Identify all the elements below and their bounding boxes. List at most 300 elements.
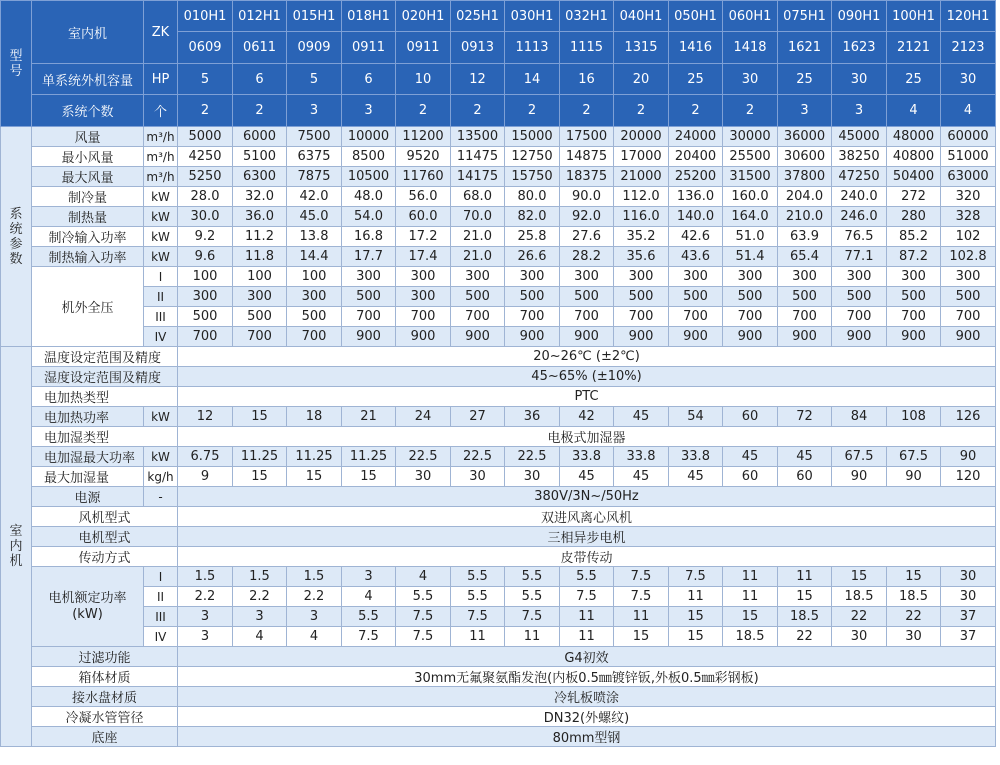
value-cell: 300 [887, 267, 941, 287]
value-cell: 17.7 [342, 247, 396, 267]
header-row-capacity [1, 64, 996, 95]
value-cell: 112.0 [614, 187, 669, 207]
value-cell: 50400 [887, 167, 941, 187]
value-cell: 700 [178, 327, 233, 347]
value-cell: 5.5 [342, 607, 396, 627]
model-header-cell: 020H1 [396, 1, 451, 32]
systems-value-cell: 2 [669, 95, 723, 127]
value-cell: 5.5 [451, 567, 505, 587]
value-cell: 24000 [669, 127, 723, 147]
value-cell: 28.0 [178, 187, 233, 207]
systems-value-cell: 2 [451, 95, 505, 127]
value-cell: 22.5 [396, 447, 451, 467]
model-header-cell: 090H1 [832, 1, 887, 32]
row-unit: kW [144, 247, 178, 267]
motor-power-row [1, 587, 996, 607]
value-cell: 900 [669, 327, 723, 347]
row-label: 底座 [32, 727, 178, 747]
value-cell: 700 [505, 307, 560, 327]
capacity-value-cell: 25 [669, 64, 723, 95]
row-label: 接水盘材质 [32, 687, 178, 707]
value-cell: 10500 [342, 167, 396, 187]
value-cell: 18.5 [778, 607, 832, 627]
systems-value-cell: 4 [941, 95, 996, 127]
pressure-row [1, 327, 996, 347]
value-cell: 4 [396, 567, 451, 587]
value-cell: 13.8 [287, 227, 342, 247]
row-label: 风机型式 [32, 507, 178, 527]
power-supply-row [1, 487, 996, 507]
zk-header: ZK [144, 1, 178, 64]
row-label: 过滤功能 [32, 647, 178, 667]
value-cell: 15 [287, 467, 342, 487]
row-label: 电机型式 [32, 527, 178, 547]
value-cell: 30 [832, 627, 887, 647]
value-cell: 900 [614, 327, 669, 347]
value-cell: 15 [669, 627, 723, 647]
value-cell: 12 [178, 407, 233, 427]
value-cell: 63000 [941, 167, 996, 187]
value-cell: 45 [723, 447, 778, 467]
model-code-cell: 1416 [669, 32, 723, 64]
header-row-models [1, 1, 996, 32]
value-cell: 3 [342, 567, 396, 587]
value-cell: 70.0 [451, 207, 505, 227]
row-unit: kg/h [144, 467, 178, 487]
value-cell: 15 [233, 407, 287, 427]
value-cell: 37800 [778, 167, 832, 187]
value-cell: 1.5 [178, 567, 233, 587]
value-cell: 15000 [505, 127, 560, 147]
motor-power-level: II [144, 587, 178, 607]
value-cell: 22 [832, 607, 887, 627]
capacity-value-cell: 5 [287, 64, 342, 95]
span-value: 电极式加湿器 [178, 427, 996, 447]
value-cell: 22.5 [451, 447, 505, 467]
value-cell: 11.25 [233, 447, 287, 467]
value-cell: 15 [832, 567, 887, 587]
value-cell: 22 [887, 607, 941, 627]
model-header-cell: 025H1 [451, 1, 505, 32]
value-cell: 15 [233, 467, 287, 487]
value-cell: 300 [560, 267, 614, 287]
value-cell: 90 [941, 447, 996, 467]
model-header-cell: 012H1 [233, 1, 287, 32]
pressure-level: II [144, 287, 178, 307]
row-label: 制热输入功率 [32, 247, 144, 267]
value-cell: 11475 [451, 147, 505, 167]
value-cell: 42 [560, 407, 614, 427]
value-cell: 56.0 [396, 187, 451, 207]
value-cell: 11 [723, 587, 778, 607]
value-cell: 700 [560, 307, 614, 327]
value-cell: 17.4 [396, 247, 451, 267]
value-cell: 18.5 [887, 587, 941, 607]
value-cell: 900 [941, 327, 996, 347]
systems-value-cell: 2 [560, 95, 614, 127]
value-cell: 204.0 [778, 187, 832, 207]
value-cell: 11.2 [233, 227, 287, 247]
value-cell: 7.5 [342, 627, 396, 647]
value-cell: 102 [941, 227, 996, 247]
systems-unit: 个 [144, 95, 178, 127]
system-params-group-label: 系统参数 [1, 127, 32, 347]
value-cell: 11 [505, 627, 560, 647]
row-unit: m³/h [144, 167, 178, 187]
motor-power-level: III [144, 607, 178, 627]
motor-power-level: IV [144, 627, 178, 647]
value-cell: 7.5 [614, 567, 669, 587]
temperature-row [1, 347, 996, 367]
value-cell: 36 [505, 407, 560, 427]
value-cell: 82.0 [505, 207, 560, 227]
value-cell: 11.25 [287, 447, 342, 467]
system-param-row [1, 127, 996, 147]
value-cell: 33.8 [614, 447, 669, 467]
value-cell: 2.2 [287, 587, 342, 607]
value-cell: 45 [614, 467, 669, 487]
value-cell: 27 [451, 407, 505, 427]
value-cell: 5.5 [396, 587, 451, 607]
model-header-cell: 075H1 [778, 1, 832, 32]
value-cell: 30 [887, 627, 941, 647]
value-cell: 116.0 [614, 207, 669, 227]
value-cell: 18 [287, 407, 342, 427]
value-cell: 700 [614, 307, 669, 327]
model-header-cell: 018H1 [342, 1, 396, 32]
row-label: 湿度设定范围及精度 [32, 367, 178, 387]
value-cell: 1.5 [233, 567, 287, 587]
value-cell: 3 [287, 607, 342, 627]
value-cell: 11 [451, 627, 505, 647]
span-value: G4初效 [178, 647, 996, 667]
value-cell: 47250 [832, 167, 887, 187]
capacity-value-cell: 12 [451, 64, 505, 95]
value-cell: 5.5 [451, 587, 505, 607]
value-cell: 210.0 [778, 207, 832, 227]
value-cell: 700 [887, 307, 941, 327]
value-cell: 36.0 [233, 207, 287, 227]
value-cell: 700 [778, 307, 832, 327]
value-cell: 30 [941, 587, 996, 607]
value-cell: 102.8 [941, 247, 996, 267]
value-cell: 5.5 [505, 567, 560, 587]
row-label: 电源 [32, 487, 144, 507]
value-cell: 700 [832, 307, 887, 327]
systems-value-cell: 3 [287, 95, 342, 127]
motor-type-row [1, 527, 996, 547]
value-cell: 700 [669, 307, 723, 327]
value-cell: 11 [560, 607, 614, 627]
value-cell: 164.0 [723, 207, 778, 227]
pressure-level: IV [144, 327, 178, 347]
row-unit: - [144, 487, 178, 507]
value-cell: 11 [778, 567, 832, 587]
value-cell: 300 [178, 287, 233, 307]
value-cell: 30 [451, 467, 505, 487]
value-cell: 5.5 [505, 587, 560, 607]
value-cell: 67.5 [832, 447, 887, 467]
value-cell: 30.0 [178, 207, 233, 227]
value-cell: 300 [287, 287, 342, 307]
model-header-cell: 100H1 [887, 1, 941, 32]
value-cell: 328 [941, 207, 996, 227]
value-cell: 14.4 [287, 247, 342, 267]
value-cell: 30 [396, 467, 451, 487]
value-cell: 27.6 [560, 227, 614, 247]
value-cell: 700 [723, 307, 778, 327]
value-cell: 15 [887, 567, 941, 587]
value-cell: 20000 [614, 127, 669, 147]
value-cell: 85.2 [887, 227, 941, 247]
value-cell: 300 [396, 287, 451, 307]
pipe-diameter-row [1, 707, 996, 727]
motor-power-unit: (kW) [72, 606, 103, 622]
motor-power-row [1, 567, 996, 587]
value-cell: 54.0 [342, 207, 396, 227]
span-value: 45~65% (±10%) [178, 367, 996, 387]
heater-type-row [1, 387, 996, 407]
value-cell: 60 [723, 407, 778, 427]
value-cell: 300 [832, 267, 887, 287]
value-cell: 900 [723, 327, 778, 347]
row-unit: kW [144, 407, 178, 427]
row-label: 风量 [32, 127, 144, 147]
value-cell: 12750 [505, 147, 560, 167]
value-cell: 15 [614, 627, 669, 647]
pressure-label: 机外全压 [32, 267, 144, 347]
value-cell: 63.9 [778, 227, 832, 247]
value-cell: 7500 [287, 127, 342, 147]
capacity-value-cell: 5 [178, 64, 233, 95]
value-cell: 500 [178, 307, 233, 327]
value-cell: 21.0 [451, 227, 505, 247]
value-cell: 900 [832, 327, 887, 347]
humidifier-type-row [1, 427, 996, 447]
row-unit: m³/h [144, 147, 178, 167]
value-cell: 45 [778, 447, 832, 467]
system-param-row [1, 207, 996, 227]
value-cell: 900 [342, 327, 396, 347]
value-cell: 300 [233, 287, 287, 307]
value-cell: 136.0 [669, 187, 723, 207]
systems-value-cell: 2 [723, 95, 778, 127]
value-cell: 21.0 [451, 247, 505, 267]
value-cell: 500 [505, 287, 560, 307]
value-cell: 280 [887, 207, 941, 227]
pressure-row [1, 267, 996, 287]
value-cell: 14175 [451, 167, 505, 187]
value-cell: 900 [505, 327, 560, 347]
value-cell: 1.5 [287, 567, 342, 587]
value-cell: 36000 [778, 127, 832, 147]
value-cell: 24 [396, 407, 451, 427]
indoor-unit-header: 室内机 [32, 1, 144, 64]
system-param-row [1, 187, 996, 207]
value-cell: 35.6 [614, 247, 669, 267]
value-cell: 40800 [887, 147, 941, 167]
model-code-cell: 2121 [887, 32, 941, 64]
model-code-cell: 1315 [614, 32, 669, 64]
systems-value-cell: 2 [396, 95, 451, 127]
value-cell: 21 [342, 407, 396, 427]
value-cell: 92.0 [560, 207, 614, 227]
value-cell: 900 [560, 327, 614, 347]
value-cell: 25200 [669, 167, 723, 187]
motor-power-label [32, 567, 144, 647]
value-cell: 32.0 [233, 187, 287, 207]
value-cell: 5250 [178, 167, 233, 187]
model-header-cell: 010H1 [178, 1, 233, 32]
value-cell: 35.2 [614, 227, 669, 247]
value-cell: 48000 [887, 127, 941, 147]
value-cell: 90 [887, 467, 941, 487]
value-cell: 22.5 [505, 447, 560, 467]
value-cell: 100 [178, 267, 233, 287]
value-cell: 18375 [560, 167, 614, 187]
value-cell: 900 [451, 327, 505, 347]
value-cell: 272 [887, 187, 941, 207]
capacity-value-cell: 14 [505, 64, 560, 95]
value-cell: 10000 [342, 127, 396, 147]
value-cell: 31500 [723, 167, 778, 187]
fan-type-row [1, 507, 996, 527]
value-cell: 11200 [396, 127, 451, 147]
span-value: 20~26℃ (±2℃) [178, 347, 996, 367]
system-param-row [1, 167, 996, 187]
systems-value-cell: 3 [342, 95, 396, 127]
value-cell: 17.2 [396, 227, 451, 247]
value-cell: 42.6 [669, 227, 723, 247]
value-cell: 300 [396, 267, 451, 287]
model-code-cell: 1418 [723, 32, 778, 64]
value-cell: 120 [941, 467, 996, 487]
value-cell: 7.5 [560, 587, 614, 607]
value-cell: 15 [723, 607, 778, 627]
value-cell: 21000 [614, 167, 669, 187]
value-cell: 43.6 [669, 247, 723, 267]
span-value: 冷轧板喷涂 [178, 687, 996, 707]
systems-value-cell: 2 [614, 95, 669, 127]
value-cell: 60 [778, 467, 832, 487]
value-cell: 45000 [832, 127, 887, 147]
span-value: 30mm无氟聚氨酯发泡(内板0.5㎜镀锌钣,外板0.5㎜彩钢板) [178, 667, 996, 687]
value-cell: 500 [941, 287, 996, 307]
value-cell: 37 [941, 607, 996, 627]
model-header-cell: 060H1 [723, 1, 778, 32]
value-cell: 500 [887, 287, 941, 307]
value-cell: 300 [505, 267, 560, 287]
value-cell: 60000 [941, 127, 996, 147]
value-cell: 3 [233, 607, 287, 627]
row-label: 温度设定范围及精度 [32, 347, 178, 367]
value-cell: 240.0 [832, 187, 887, 207]
value-cell: 16.8 [342, 227, 396, 247]
value-cell: 100 [287, 267, 342, 287]
header-row-systems [1, 95, 996, 127]
model-group-label: 型号 [1, 1, 32, 127]
capacity-value-cell: 16 [560, 64, 614, 95]
humidifier-power-row [1, 447, 996, 467]
row-unit: m³/h [144, 127, 178, 147]
row-label: 最大风量 [32, 167, 144, 187]
value-cell: 9 [178, 467, 233, 487]
value-cell: 500 [832, 287, 887, 307]
capacity-value-cell: 25 [887, 64, 941, 95]
value-cell: 7.5 [396, 607, 451, 627]
capacity-label: 单系统外机容量 [32, 64, 144, 95]
model-code-cell: 0911 [342, 32, 396, 64]
value-cell: 38250 [832, 147, 887, 167]
row-label: 最大加湿量 [32, 467, 144, 487]
value-cell: 11 [614, 607, 669, 627]
span-value: PTC [178, 387, 996, 407]
value-cell: 900 [887, 327, 941, 347]
value-cell: 160.0 [723, 187, 778, 207]
value-cell: 15 [778, 587, 832, 607]
value-cell: 500 [669, 287, 723, 307]
value-cell: 140.0 [669, 207, 723, 227]
value-cell: 3 [178, 607, 233, 627]
row-label: 电加热类型 [32, 387, 178, 407]
capacity-value-cell: 6 [233, 64, 287, 95]
value-cell: 320 [941, 187, 996, 207]
value-cell: 30600 [778, 147, 832, 167]
span-value: 80mm型钢 [178, 727, 996, 747]
value-cell: 80.0 [505, 187, 560, 207]
capacity-value-cell: 20 [614, 64, 669, 95]
value-cell: 4 [342, 587, 396, 607]
value-cell: 68.0 [451, 187, 505, 207]
model-header-cell: 040H1 [614, 1, 669, 32]
capacity-value-cell: 25 [778, 64, 832, 95]
value-cell: 51.4 [723, 247, 778, 267]
heater-power-row [1, 407, 996, 427]
motor-power-label-text: 电机额定功率 [48, 590, 127, 606]
row-label: 最小风量 [32, 147, 144, 167]
motor-power-level: I [144, 567, 178, 587]
value-cell: 100 [233, 267, 287, 287]
value-cell: 300 [941, 267, 996, 287]
value-cell: 8500 [342, 147, 396, 167]
value-cell: 11.25 [342, 447, 396, 467]
model-header-cell: 120H1 [941, 1, 996, 32]
value-cell: 15 [669, 607, 723, 627]
row-label: 制冷量 [32, 187, 144, 207]
value-cell: 6300 [233, 167, 287, 187]
row-unit: kW [144, 447, 178, 467]
value-cell: 900 [396, 327, 451, 347]
value-cell: 500 [233, 307, 287, 327]
span-value: 380V/3N~/50Hz [178, 487, 996, 507]
value-cell: 60.0 [396, 207, 451, 227]
value-cell: 300 [614, 267, 669, 287]
value-cell: 300 [669, 267, 723, 287]
value-cell: 45 [614, 407, 669, 427]
value-cell: 500 [614, 287, 669, 307]
value-cell: 9.2 [178, 227, 233, 247]
drain-pan-row [1, 687, 996, 707]
systems-value-cell: 3 [832, 95, 887, 127]
value-cell: 108 [887, 407, 941, 427]
value-cell: 45.0 [287, 207, 342, 227]
value-cell: 25.8 [505, 227, 560, 247]
value-cell: 15750 [505, 167, 560, 187]
system-param-row [1, 247, 996, 267]
value-cell: 700 [941, 307, 996, 327]
value-cell: 5000 [178, 127, 233, 147]
value-cell: 700 [396, 307, 451, 327]
